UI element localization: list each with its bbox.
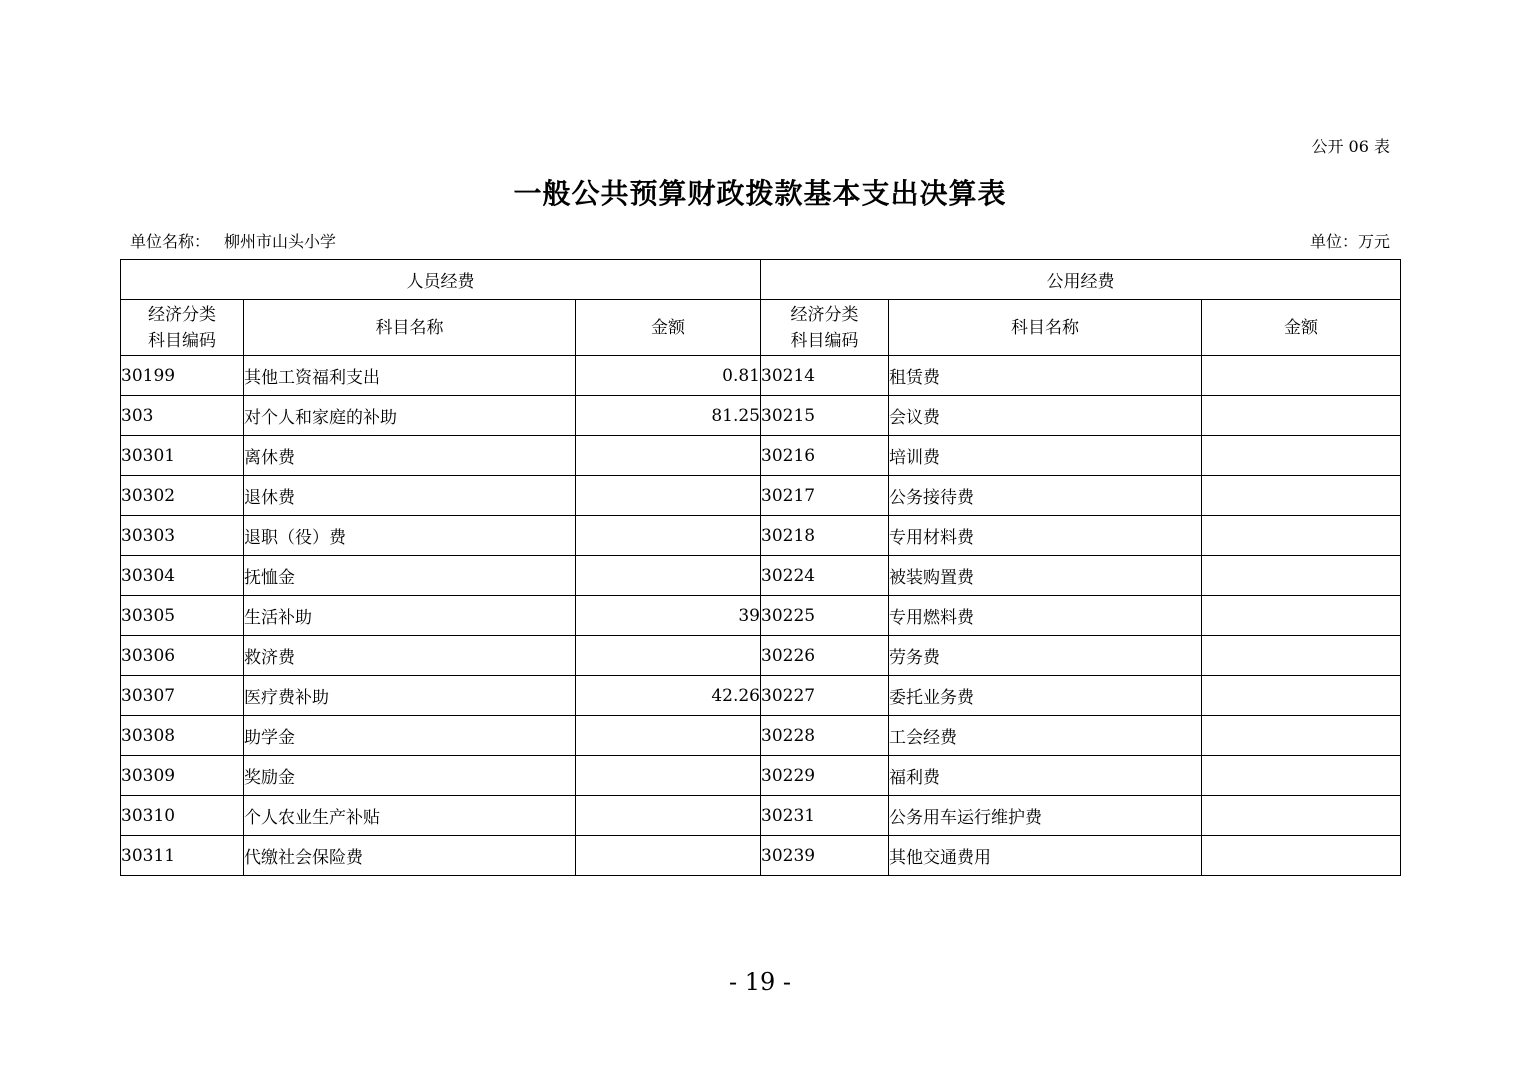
table-row xyxy=(121,756,1401,796)
personnel-amount-cell xyxy=(576,636,761,676)
personnel-code-cell: 30302 xyxy=(121,476,244,516)
page-title: 一般公共预算财政拨款基本支出决算表 xyxy=(513,177,1007,210)
personnel-code-cell: 30307 xyxy=(121,676,244,716)
table-row xyxy=(121,476,1401,516)
personnel-code-cell: 30308 xyxy=(121,716,244,756)
personnel-amount-cell xyxy=(576,556,761,596)
code-header-line2: 科目编码 xyxy=(148,330,216,351)
public-code-cell: 30226 xyxy=(761,636,889,676)
public-amount-cell xyxy=(1202,716,1401,756)
personnel-code-cell: 30199 xyxy=(121,356,244,396)
personnel-code-cell: 30306 xyxy=(121,636,244,676)
personnel-amount-cell xyxy=(576,476,761,516)
personnel-expense-header: 人员经费 xyxy=(121,260,761,300)
personnel-amount-cell xyxy=(576,716,761,756)
personnel-name-cell: 奖励金 xyxy=(244,756,576,796)
public-code-header xyxy=(761,300,889,356)
personnel-name-cell: 退职（役）费 xyxy=(244,516,576,556)
public-name-cell: 公务用车运行维护费 xyxy=(889,796,1202,836)
personnel-name-cell: 代缴社会保险费 xyxy=(244,836,576,876)
table-row xyxy=(121,796,1401,836)
public-name-cell: 被装购置费 xyxy=(889,556,1202,596)
currency-unit: 单位：万元 xyxy=(1309,232,1390,251)
public-amount-cell xyxy=(1202,676,1401,716)
public-amount-cell xyxy=(1202,636,1401,676)
table-row xyxy=(121,436,1401,476)
personnel-name-cell: 其他工资福利支出 xyxy=(244,356,576,396)
table-row xyxy=(121,556,1401,596)
personnel-name-cell: 助学金 xyxy=(244,716,576,756)
personnel-code-cell: 30305 xyxy=(121,596,244,636)
public-amount-cell xyxy=(1202,596,1401,636)
expenditure-table xyxy=(120,259,1401,876)
personnel-name-cell: 救济费 xyxy=(244,636,576,676)
public-amount-cell xyxy=(1202,556,1401,596)
public-name-cell: 租赁费 xyxy=(889,356,1202,396)
public-name-cell: 专用材料费 xyxy=(889,516,1202,556)
public-code-cell: 30224 xyxy=(761,556,889,596)
personnel-amount-header: 金额 xyxy=(576,300,761,356)
personnel-code-header xyxy=(121,300,244,356)
personnel-code-cell: 30309 xyxy=(121,756,244,796)
public-name-cell: 福利费 xyxy=(889,756,1202,796)
personnel-amount-cell: 39 xyxy=(576,596,761,636)
public-amount-cell xyxy=(1202,436,1401,476)
meta-row xyxy=(130,229,1390,251)
public-amount-cell xyxy=(1202,756,1401,796)
unit-name-label: 单位名称： xyxy=(130,232,211,251)
table-row xyxy=(121,716,1401,756)
page-number: - 19 - xyxy=(728,968,791,996)
public-amount-header: 金额 xyxy=(1202,300,1401,356)
personnel-amount-cell xyxy=(576,796,761,836)
public-code-cell: 30228 xyxy=(761,716,889,756)
table-body xyxy=(121,356,1401,876)
personnel-code-cell: 30301 xyxy=(121,436,244,476)
public-code-cell: 30215 xyxy=(761,396,889,436)
public-name-cell: 劳务费 xyxy=(889,636,1202,676)
personnel-name-header: 科目名称 xyxy=(244,300,576,356)
table-row xyxy=(121,396,1401,436)
unit-name xyxy=(130,229,336,252)
public-code-cell: 30239 xyxy=(761,836,889,876)
public-code-cell: 30218 xyxy=(761,516,889,556)
table-row xyxy=(121,596,1401,636)
public-code-cell: 30231 xyxy=(761,796,889,836)
personnel-name-cell: 生活补助 xyxy=(244,596,576,636)
table-row xyxy=(121,836,1401,876)
public-code-cell: 30225 xyxy=(761,596,889,636)
public-name-cell: 委托业务费 xyxy=(889,676,1202,716)
personnel-amount-cell xyxy=(576,436,761,476)
public-name-cell: 工会经费 xyxy=(889,716,1202,756)
public-code-cell: 30216 xyxy=(761,436,889,476)
table-row xyxy=(121,356,1401,396)
public-amount-cell xyxy=(1202,796,1401,836)
public-name-cell: 公务接待费 xyxy=(889,476,1202,516)
personnel-name-cell: 医疗费补助 xyxy=(244,676,576,716)
public-amount-cell xyxy=(1202,396,1401,436)
public-name-cell: 专用燃料费 xyxy=(889,596,1202,636)
code-header-line1: 经济分类 xyxy=(790,304,859,325)
public-code-cell: 30217 xyxy=(761,476,889,516)
group-header-row xyxy=(121,260,1401,300)
public-amount-cell xyxy=(1202,356,1401,396)
public-amount-cell xyxy=(1202,516,1401,556)
personnel-amount-cell xyxy=(576,756,761,796)
personnel-code-cell: 303 xyxy=(121,396,244,436)
personnel-amount-cell: 0.81 xyxy=(576,356,761,396)
personnel-name-cell: 退休费 xyxy=(244,476,576,516)
code-header-line2: 科目编码 xyxy=(790,330,859,351)
personnel-amount-cell: 42.26 xyxy=(576,676,761,716)
public-code-cell: 30229 xyxy=(761,756,889,796)
column-header-row xyxy=(121,300,1401,356)
unit-name-value: 柳州市山头小学 xyxy=(224,232,337,251)
public-amount-cell xyxy=(1202,476,1401,516)
table-row xyxy=(121,676,1401,716)
personnel-amount-cell: 81.25 xyxy=(576,396,761,436)
personnel-amount-cell xyxy=(576,516,761,556)
code-header-line1: 经济分类 xyxy=(148,304,216,325)
public-code-cell: 30227 xyxy=(761,676,889,716)
personnel-code-cell: 30311 xyxy=(121,836,244,876)
public-name-cell: 会议费 xyxy=(889,396,1202,436)
form-number: 公开 06 表 xyxy=(1311,137,1390,156)
public-amount-cell xyxy=(1202,836,1401,876)
personnel-name-cell: 抚恤金 xyxy=(244,556,576,596)
table-row xyxy=(121,516,1401,556)
public-name-header: 科目名称 xyxy=(889,300,1202,356)
public-expense-header: 公用经费 xyxy=(761,260,1401,300)
personnel-code-cell: 30304 xyxy=(121,556,244,596)
public-name-cell: 其他交通费用 xyxy=(889,836,1202,876)
table-row xyxy=(121,636,1401,676)
personnel-name-cell: 对个人和家庭的补助 xyxy=(244,396,576,436)
public-name-cell: 培训费 xyxy=(889,436,1202,476)
personnel-amount-cell xyxy=(576,836,761,876)
personnel-code-cell: 30310 xyxy=(121,796,244,836)
personnel-name-cell: 离休费 xyxy=(244,436,576,476)
personnel-name-cell: 个人农业生产补贴 xyxy=(244,796,576,836)
personnel-code-cell: 30303 xyxy=(121,516,244,556)
public-code-cell: 30214 xyxy=(761,356,889,396)
